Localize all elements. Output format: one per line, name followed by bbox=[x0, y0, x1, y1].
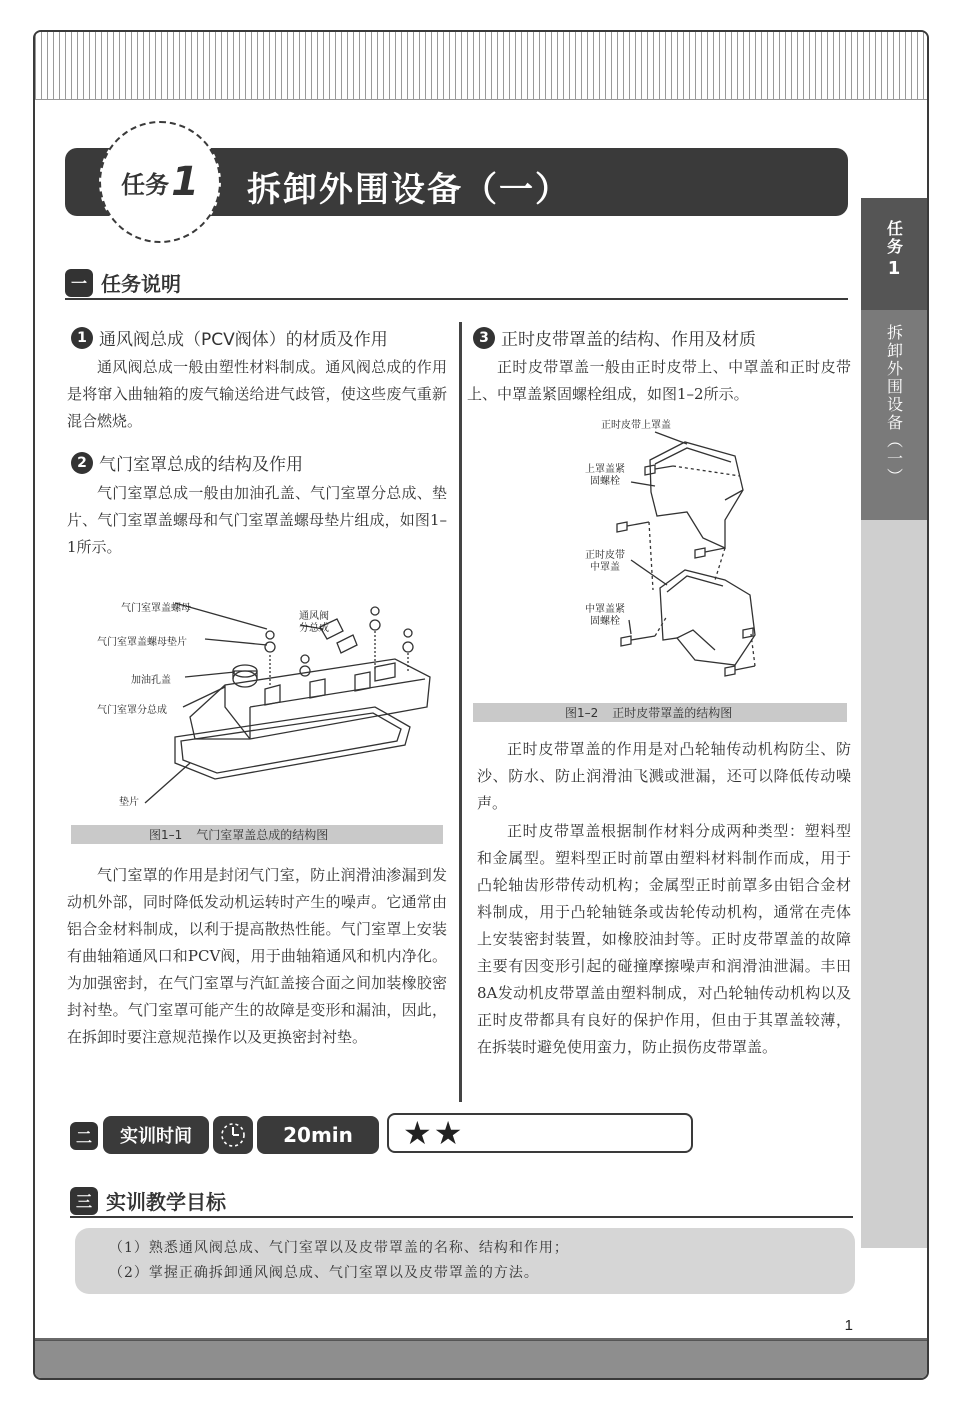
item-3-number: 3 bbox=[473, 327, 495, 349]
difficulty-rating bbox=[387, 1113, 693, 1153]
difficulty-stars: ★★ bbox=[403, 1114, 465, 1152]
section-2-number: 二 bbox=[70, 1122, 98, 1150]
item-2-number: 2 bbox=[71, 452, 93, 474]
side-tab-title bbox=[861, 310, 927, 520]
task-badge bbox=[99, 121, 221, 243]
section-1-title: 任务说明 bbox=[101, 272, 181, 296]
item-1-number: 1 bbox=[71, 327, 93, 349]
side-tab-title-text: 拆卸外围设备（一） bbox=[884, 324, 904, 486]
column-divider bbox=[459, 322, 462, 1102]
figure-2-title: 正时皮带罩盖的结构图 bbox=[612, 706, 733, 720]
side-tab-task bbox=[861, 198, 927, 310]
figure-1-number: 图1–1 bbox=[149, 828, 183, 842]
goal-item: （2）掌握正确拆卸通风阀总成、气门室罩以及皮带罩盖的方法。 bbox=[109, 1265, 539, 1281]
label-middle-cover: 正时皮带 中罩盖 bbox=[585, 550, 625, 573]
footer-bar bbox=[35, 1340, 927, 1378]
label-upper-bolt: 上罩盖紧 固螺栓 bbox=[585, 464, 625, 487]
item-2-text-2: 气门室罩的作用是封闭气门室，防止润滑油渗漏到发动机外部，同时降低发动机运转时产生的噪声。它通常由铝合金材料制成，以利于提高散热性能。气门室罩上安装有曲轴箱通风口和PCV阀，用于曲轴箱通风和机内净化。为加强密封，在气门室罩与汽缸盖接合面之间加装橡胶密封衬垫。气门室罩可能产生的故障是变形和漏油，因此，在拆卸时要注意规范操作以及更换密封衬垫。 bbox=[67, 866, 447, 1046]
item-1-title: 通风阀总成（PCV阀体）的材质及作用 bbox=[99, 330, 388, 350]
section-3-heading bbox=[70, 1186, 226, 1215]
item-2-heading bbox=[71, 450, 303, 475]
label-nut-washer: 气门室罩盖螺母垫片 bbox=[97, 637, 187, 648]
figure-1-caption bbox=[71, 825, 443, 844]
item-3-text-2: 正时皮带罩盖的作用是对凸轮轴传动机构防尘、防沙、防水、防止润滑油飞溅或泄漏，还可以降低传动噪声。 bbox=[477, 740, 851, 812]
label-gasket: 垫片 bbox=[119, 797, 139, 808]
clock-icon bbox=[213, 1116, 253, 1154]
label-filler-cap: 加油孔盖 bbox=[131, 675, 171, 686]
badge-number: 1 bbox=[171, 159, 199, 205]
training-time: 20min bbox=[257, 1116, 379, 1154]
item-2-text: 气门室罩总成一般由加油孔盖、气门室罩分总成、垫片、气门室罩盖螺母和气门室罩盖螺母垫片组成，如图1–1所示。 bbox=[67, 484, 447, 556]
page-frame bbox=[33, 30, 929, 1380]
page-number: 1 bbox=[844, 1317, 853, 1334]
side-tab-task-label: 任务 bbox=[884, 220, 904, 256]
item-1-heading bbox=[71, 325, 388, 350]
side-tab bbox=[861, 198, 927, 1248]
figure-1-title: 气门室罩盖总成的结构图 bbox=[196, 828, 329, 842]
figure-1 bbox=[75, 567, 445, 817]
item-3-text: 正时皮带罩盖一般由正时皮带上、中罩盖和正时皮带上、中罩盖紧固螺栓组成，如图1–2所示。 bbox=[467, 358, 851, 403]
label-upper-cover: 正时皮带上罩盖 bbox=[601, 420, 671, 431]
label-pcv: 通风阀 分总成 bbox=[299, 611, 329, 634]
figure-2-caption bbox=[473, 703, 847, 722]
header-stripes bbox=[35, 32, 927, 100]
section-1-rule bbox=[65, 298, 848, 300]
section-3-rule bbox=[70, 1216, 853, 1218]
item-1-text: 通风阀总成一般由塑性材料制成。通风阀总成的作用是将窜入曲轴箱的废气输送给进气歧管，使这些废气重新混合燃烧。 bbox=[67, 358, 447, 430]
label-middle-bolt: 中罩盖紧 固螺栓 bbox=[585, 604, 625, 627]
item-2-title: 气门室罩总成的结构及作用 bbox=[99, 455, 303, 475]
side-tab-task-number: 1 bbox=[887, 258, 901, 279]
section-3-number: 三 bbox=[70, 1187, 98, 1215]
badge-label: 任务 bbox=[121, 170, 170, 199]
figure-2 bbox=[575, 420, 815, 700]
page-title: 拆卸外围设备（一） bbox=[247, 170, 571, 210]
item-3-text-3: 正时皮带罩盖根据制作材料分成两种类型：塑料型和金属型。塑料型正时前罩由塑料材料制作而成，用于凸轮轴齿形带传动机构；金属型正时前罩多由铝合金材料制成，用于凸轮轴链条或齿轮传动机构，通常在壳体上安装密封装置，如橡胶油封等。正时皮带罩盖的故障主要有因变形引起的碰撞摩擦噪声和润滑油泄漏。丰田8A发动机皮带罩盖由塑料制成，对凸轮轴传动机构以及正时皮带都具有良好的保护作用，但由于其罩盖较薄，在拆装时避免使用蛮力，防止损伤皮带罩盖。 bbox=[477, 822, 851, 1056]
section-1-number: 一 bbox=[65, 269, 93, 297]
section-2-title: 实训时间 bbox=[103, 1116, 209, 1154]
goal-item: （1）熟悉通风阀总成、气门室罩以及皮带罩盖的名称、结构和作用； bbox=[109, 1240, 569, 1256]
label-nut: 气门室罩盖螺母 bbox=[121, 603, 191, 614]
item-3-heading bbox=[473, 325, 756, 350]
teaching-goals bbox=[75, 1228, 855, 1294]
item-3-title: 正时皮带罩盖的结构、作用及材质 bbox=[501, 330, 756, 350]
section-1-heading bbox=[65, 268, 181, 297]
section-3-title: 实训教学目标 bbox=[106, 1190, 226, 1214]
label-cover-subassembly: 气门室罩分总成 bbox=[97, 705, 167, 716]
figure-2-number: 图1–2 bbox=[565, 706, 599, 720]
